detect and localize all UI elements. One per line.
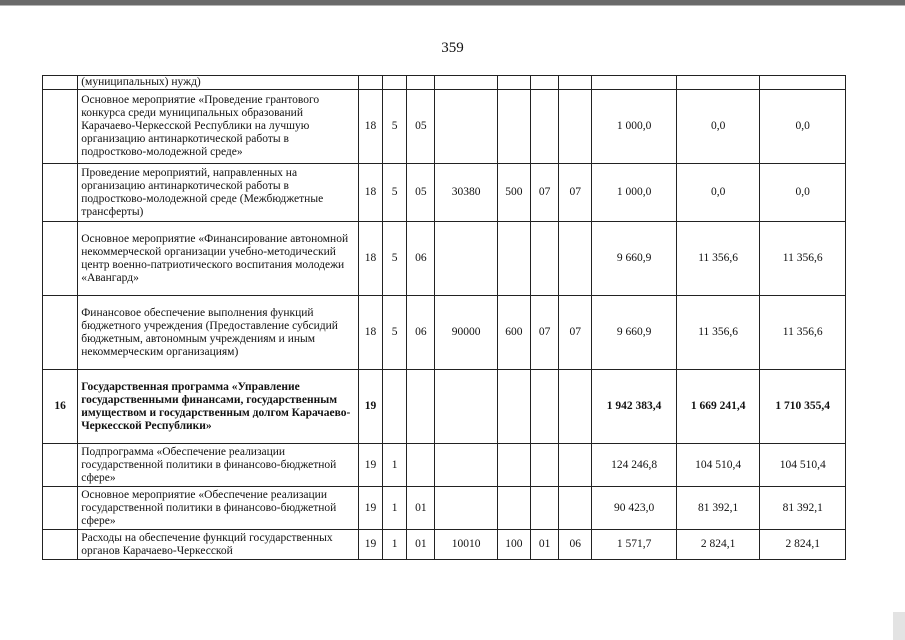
amount-cell: 11 356,6 [676,296,760,370]
amount-cell: 1 669 241,4 [676,370,760,444]
description-cell: Подпрограмма «Обеспечение реализации государственной политики в финансово-бюджетной сфере» [78,444,359,487]
code-cell: 18 [358,90,382,164]
code-cell: 19 [358,487,382,530]
amount-cell: 81 392,1 [760,487,846,530]
description-cell: Проведение мероприятий, направленных на организацию антинаркотической работы в подростково-молодежной среде (Межбюджетные трансферты) [78,164,359,222]
description-cell: Основное мероприятие «Проведение грантового конкурса среди муниципальных образований Карачаево-Черкесской Республики на лучшую организацию антинаркотической работы в подростково-молодежной среде» [78,90,359,164]
code-cell: 10010 [435,530,497,560]
amount-cell: 0,0 [676,90,760,164]
budget-table [42,75,846,560]
amount-cell: 1 000,0 [592,90,677,164]
code-cell: 19 [358,444,382,487]
code-cell [407,444,435,487]
table-row [43,164,846,222]
amount-cell: 124 246,8 [592,444,677,487]
row-number-cell [43,444,78,487]
code-cell [559,222,592,296]
code-cell: 1 [383,444,407,487]
amount-cell: 9 660,9 [592,222,677,296]
row-number-cell [43,222,78,296]
code-cell: 18 [358,164,382,222]
code-cell [559,487,592,530]
amount-cell: 81 392,1 [676,487,760,530]
code-cell: 07 [530,296,558,370]
code-cell: 07 [530,164,558,222]
amount-cell: 104 510,4 [760,444,846,487]
code-cell [497,76,530,90]
amount-cell: 1 571,7 [592,530,677,560]
row-number-cell [43,296,78,370]
table-row [43,444,846,487]
code-cell: 1 [383,530,407,560]
amount-cell: 90 423,0 [592,487,677,530]
code-cell: 07 [559,164,592,222]
code-cell: 30380 [435,164,497,222]
amount-cell: 0,0 [676,164,760,222]
amount-cell: 1 942 383,4 [592,370,677,444]
code-cell [497,487,530,530]
code-cell: 01 [407,487,435,530]
amount-cell [760,76,846,90]
code-cell [435,487,497,530]
code-cell [559,370,592,444]
code-cell [497,444,530,487]
row-number-cell [43,76,78,90]
code-cell [435,76,497,90]
amount-cell: 11 356,6 [760,222,846,296]
amount-cell: 11 356,6 [676,222,760,296]
amount-cell [592,76,677,90]
code-cell: 01 [530,530,558,560]
code-cell: 5 [383,296,407,370]
description-cell: Финансовое обеспечение выполнения функций бюджетного учреждения (Предоставление субсидий бюджетным, автономным учреждениям и иным некоммерческим организациям) [78,296,359,370]
amount-cell: 0,0 [760,90,846,164]
code-cell [530,444,558,487]
code-cell [435,444,497,487]
row-number-cell: 16 [43,370,78,444]
code-cell [530,370,558,444]
code-cell [497,370,530,444]
description-cell: Расходы на обеспечение функций государственных органов Карачаево-Черкесской [78,530,359,560]
scan-top-border-shadow [0,5,905,6]
row-number-cell [43,90,78,164]
amount-cell: 2 824,1 [676,530,760,560]
code-cell: 100 [497,530,530,560]
code-cell: 05 [407,164,435,222]
code-cell: 90000 [435,296,497,370]
code-cell [530,76,558,90]
amount-cell [676,76,760,90]
code-cell [559,76,592,90]
amount-cell: 0,0 [760,164,846,222]
code-cell [530,90,558,164]
code-cell: 07 [559,296,592,370]
code-cell [497,222,530,296]
table-row [43,76,846,90]
row-number-cell [43,530,78,560]
description-cell: (муниципальных) нужд) [78,76,359,90]
amount-cell: 1 710 355,4 [760,370,846,444]
code-cell [435,90,497,164]
code-cell [435,222,497,296]
scan-edge-mark [893,612,905,640]
table-row [43,296,846,370]
code-cell: 01 [407,530,435,560]
code-cell [530,222,558,296]
code-cell: 18 [358,296,382,370]
code-cell: 06 [407,296,435,370]
budget-table-body [43,76,846,560]
code-cell: 06 [407,222,435,296]
page-number: 359 [441,40,464,56]
code-cell [530,487,558,530]
table-row [43,222,846,296]
code-cell [435,370,497,444]
code-cell: 5 [383,164,407,222]
code-cell [559,444,592,487]
amount-cell: 2 824,1 [760,530,846,560]
code-cell [559,90,592,164]
code-cell: 600 [497,296,530,370]
code-cell: 5 [383,222,407,296]
code-cell: 19 [358,370,382,444]
amount-cell: 11 356,6 [760,296,846,370]
table-row [43,90,846,164]
code-cell [407,370,435,444]
code-cell [407,76,435,90]
code-cell: 06 [559,530,592,560]
code-cell [383,76,407,90]
code-cell [358,76,382,90]
code-cell: 05 [407,90,435,164]
code-cell [383,370,407,444]
table-row [43,370,846,444]
amount-cell: 1 000,0 [592,164,677,222]
code-cell: 19 [358,530,382,560]
description-cell: Государственная программа «Управление государственными финансами, государственным имуществом и государственным долгом Карачаево-Черкесской Республики» [78,370,359,444]
code-cell: 5 [383,90,407,164]
amount-cell: 104 510,4 [676,444,760,487]
table-row [43,487,846,530]
code-cell [497,90,530,164]
row-number-cell [43,164,78,222]
code-cell: 1 [383,487,407,530]
description-cell: Основное мероприятие «Обеспечение реализации государственной политики в финансово-бюджетной сфере» [78,487,359,530]
code-cell: 18 [358,222,382,296]
row-number-cell [43,487,78,530]
description-cell: Основное мероприятие «Финансирование автономной некоммерческой организации учебно-методический центр военно-патриотического воспитания молодежи «Авангард» [78,222,359,296]
code-cell: 500 [497,164,530,222]
table-row [43,530,846,560]
amount-cell: 9 660,9 [592,296,677,370]
